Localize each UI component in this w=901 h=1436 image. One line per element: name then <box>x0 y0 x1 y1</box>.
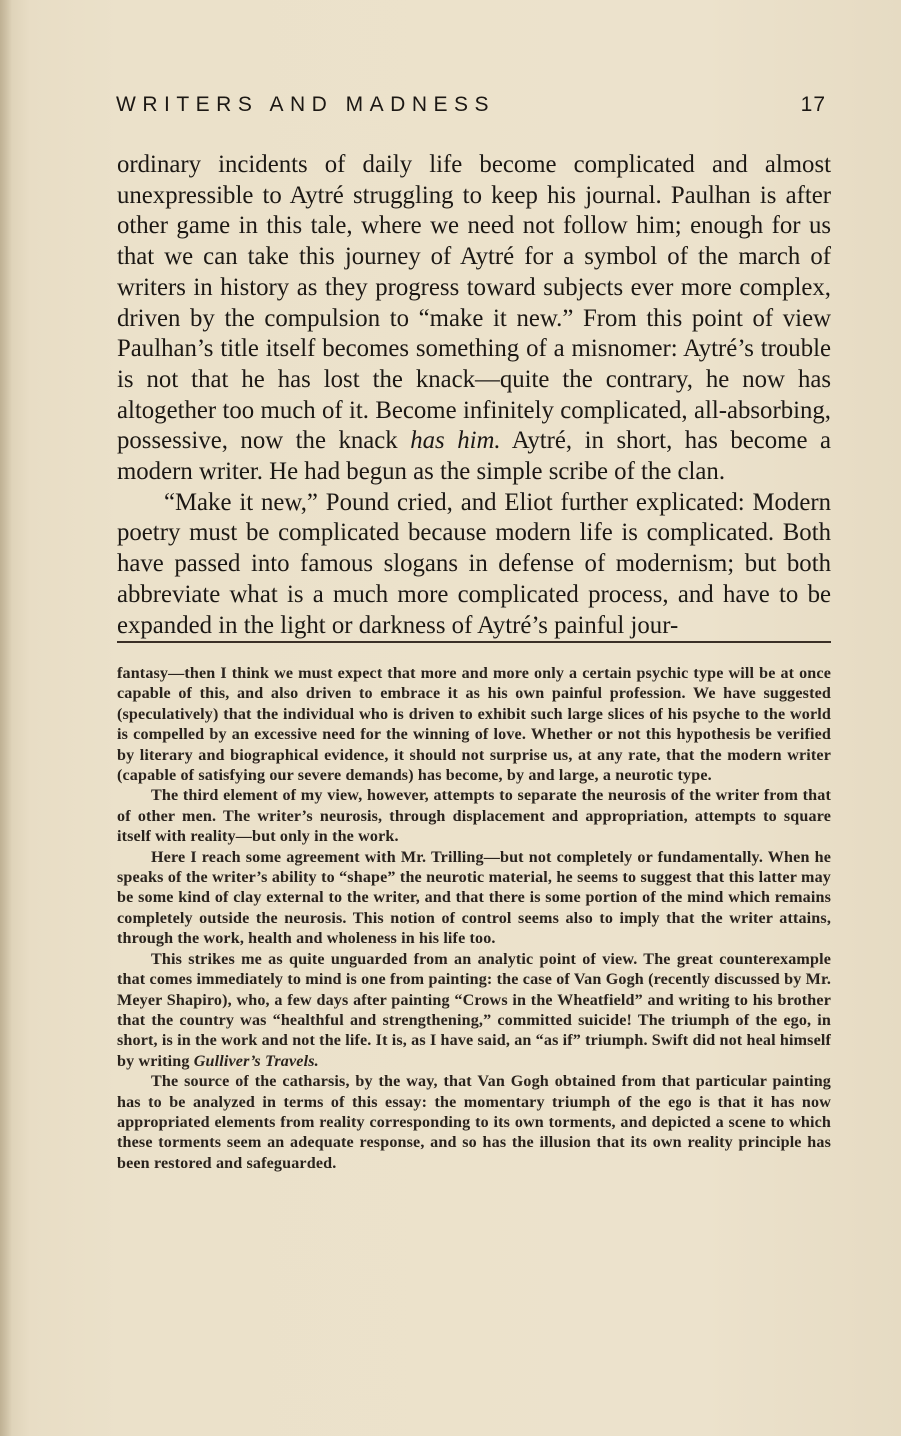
main-paragraph-1-part2: Aytré, in short, has become a modern writer. He had begun as the simple scribe of the clan. <box>117 427 832 486</box>
footnote-paragraph-3: Here I reach some agreement with Mr. Trilling—but not completely or fundamentally. When he speaks of the writer’s ability to “shape” the neurotic material, he seems to suggest that this latter may be some kind of clay external to the writer, and that there is some portion of the mind which remains completely outside the neurosis. This notion of control seems also to imply that the writer attains, through the work, health and wholeness in his life too. <box>117 848 831 948</box>
main-paragraph-1-emphasis: has him. <box>410 427 501 455</box>
main-paragraph-1 <box>117 150 831 488</box>
main-paragraph-2: “Make it new,” Pound cried, and Eliot further explicated: Modern poetry must be complicated because modern life is complicated. Both have passed into famous slogans in defense of modernism; but both abbreviate what is a much more complicated process, and have to be expanded in the light or darkness of Aytré’s painful jour- <box>117 488 831 639</box>
main-text <box>117 150 831 641</box>
footnote-paragraph-4-emphasis: Gulliver’s Travels. <box>193 1052 319 1070</box>
footnote-paragraph-2: The third element of my view, however, attempts to separate the neurosis of the writer from that of other men. The writer’s neurosis, through displacement and appropriation, attempts to square itself with reality—but only in the work. <box>117 787 831 846</box>
footnote-paragraph-1: fantasy—then I think we must expect that more and more only a certain psychic type will be at once capable of this, and also driven to embrace it as his own painful profession. We have suggested (speculatively) that the individual who is driven to exhibit such large slices of his psyche to the world is compelled by an excessive need for the winning of love. Whether or not this hypothesis be verified by literary and biographical evidence, it should not surprise us, at any rate, that the modern writer (capable of satisfying our severe demands) has become, by and large, a neurotic type. <box>117 665 831 785</box>
main-paragraph-1-part1: ordinary incidents of daily life become complicated and almost unexpressible to Aytré struggling to keep his journal. Paulhan is after other game in this tale, where we need not follow him; enough for us that we can take this journey of Aytré for a symbol of the march of writers in history as they progress toward subjects ever more complex, driven by the compulsion to “make it new.” From this point of view Paulhan’s title itself becomes something of a misnomer: Aytré’s trouble is not that he has lost the knack—quite the contrary, he now has altogether too much of it. Become infinitely complicated, all-absorbing, possessive, now the knack <box>117 151 831 455</box>
running-head <box>116 93 826 125</box>
footnote-text <box>117 664 831 1174</box>
footnote-paragraph-4 <box>117 950 831 1072</box>
spine-shadow <box>0 0 12 1436</box>
page-number: 17 <box>800 93 826 116</box>
running-title: WRITERS AND MADNESS <box>116 93 496 116</box>
footnote-paragraph-4-part1: This strikes me as quite unguarded from an analytic point of view. The great counterexample that comes immediately to mind is one from painting: the case of Van Gogh (recently discussed by Mr. Meyer Shapiro), who, a few days after painting “Crows in the Wheatfield” and writing to his brother that the country was “healthful and strengthening,” committed suicide! The triumph of the ego, in short, is in the work and not the life. It is, as I have said, an “as if” triumph. Swift did not heal himself by writing <box>117 950 831 1070</box>
footnote-divider <box>117 641 831 643</box>
footnote-paragraph-5: The source of the catharsis, by the way, that Van Gogh obtained from that particular painting has to be analyzed in terms of this essay: the momentary triumph of the ego is that it has now appropriated elements from reality corresponding to its own torments, and depicted a scene to which these torments seem an adequate response, and so has the illusion that its own reality principle has been restored and safeguarded. <box>117 1073 831 1172</box>
